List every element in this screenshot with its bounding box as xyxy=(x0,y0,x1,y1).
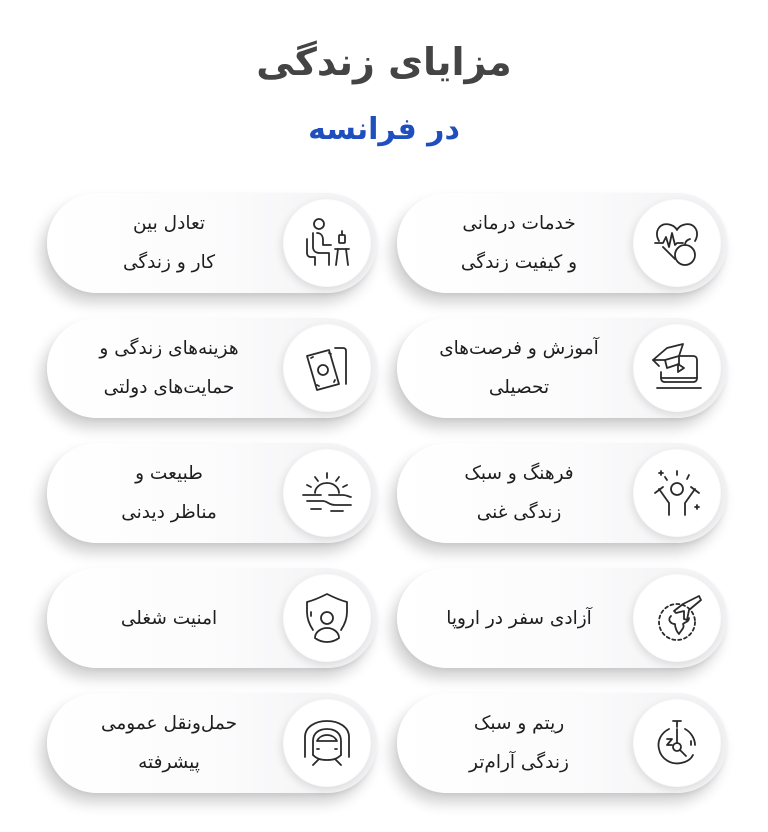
card-line: کار و زندگی xyxy=(122,252,216,273)
card-line: تحصیلی xyxy=(488,377,550,398)
title-sub: در فرانسه xyxy=(308,112,460,147)
card-line: حمل‌ونقل عمومی xyxy=(100,713,238,734)
card-travel xyxy=(397,568,727,668)
card-transport xyxy=(47,693,377,793)
card-line: زندگی غنی xyxy=(476,502,562,523)
card-line: مناظر دیدنی xyxy=(121,502,217,523)
card-job-security xyxy=(47,568,377,668)
graduation-video-icon xyxy=(633,324,721,412)
card-label xyxy=(69,443,269,543)
card-pace-of-life xyxy=(397,693,727,793)
card-line: ریتم و سبک xyxy=(473,713,565,734)
card-label xyxy=(69,318,269,418)
card-line: فرهنگ و سبک xyxy=(464,463,574,484)
heart-apple-icon xyxy=(633,199,721,287)
card-label xyxy=(419,443,619,543)
train-icon xyxy=(283,699,371,787)
title-main: مزایای زندگی xyxy=(256,40,512,84)
card-line: خدمات درمانی xyxy=(462,213,576,234)
card-line: پیشرفته xyxy=(138,752,200,773)
card-line: آموزش و فرصت‌های xyxy=(439,338,599,359)
globe-plane-icon xyxy=(633,574,721,662)
card-label xyxy=(419,693,619,793)
card-healthcare xyxy=(397,193,727,293)
card-label xyxy=(69,568,269,668)
celebrating-person-icon xyxy=(633,449,721,537)
card-line: امنیت شغلی xyxy=(120,607,218,629)
card-line: زندگی آرام‌تر xyxy=(469,752,569,773)
card-line: طبیعت و xyxy=(135,463,203,484)
card-line: حمایت‌های دولتی xyxy=(103,377,235,398)
card-education xyxy=(397,318,727,418)
card-living-costs xyxy=(47,318,377,418)
card-label xyxy=(69,193,269,293)
card-work-life-balance xyxy=(47,193,377,293)
card-line: آزادی سفر در اروپا xyxy=(446,607,592,629)
card-label xyxy=(69,693,269,793)
banknote-icon xyxy=(283,324,371,412)
card-label xyxy=(419,318,619,418)
shield-person-icon xyxy=(283,574,371,662)
card-culture xyxy=(397,443,727,543)
card-line: و کیفیت زندگی xyxy=(460,252,578,273)
card-line: هزینه‌های زندگی و xyxy=(99,338,239,359)
card-label xyxy=(419,568,619,668)
card-nature xyxy=(47,443,377,543)
sunset-icon xyxy=(283,449,371,537)
stopwatch-moon-icon xyxy=(633,699,721,787)
person-desk-icon xyxy=(283,199,371,287)
card-line: تعادل بین xyxy=(132,213,206,234)
card-label xyxy=(419,193,619,293)
